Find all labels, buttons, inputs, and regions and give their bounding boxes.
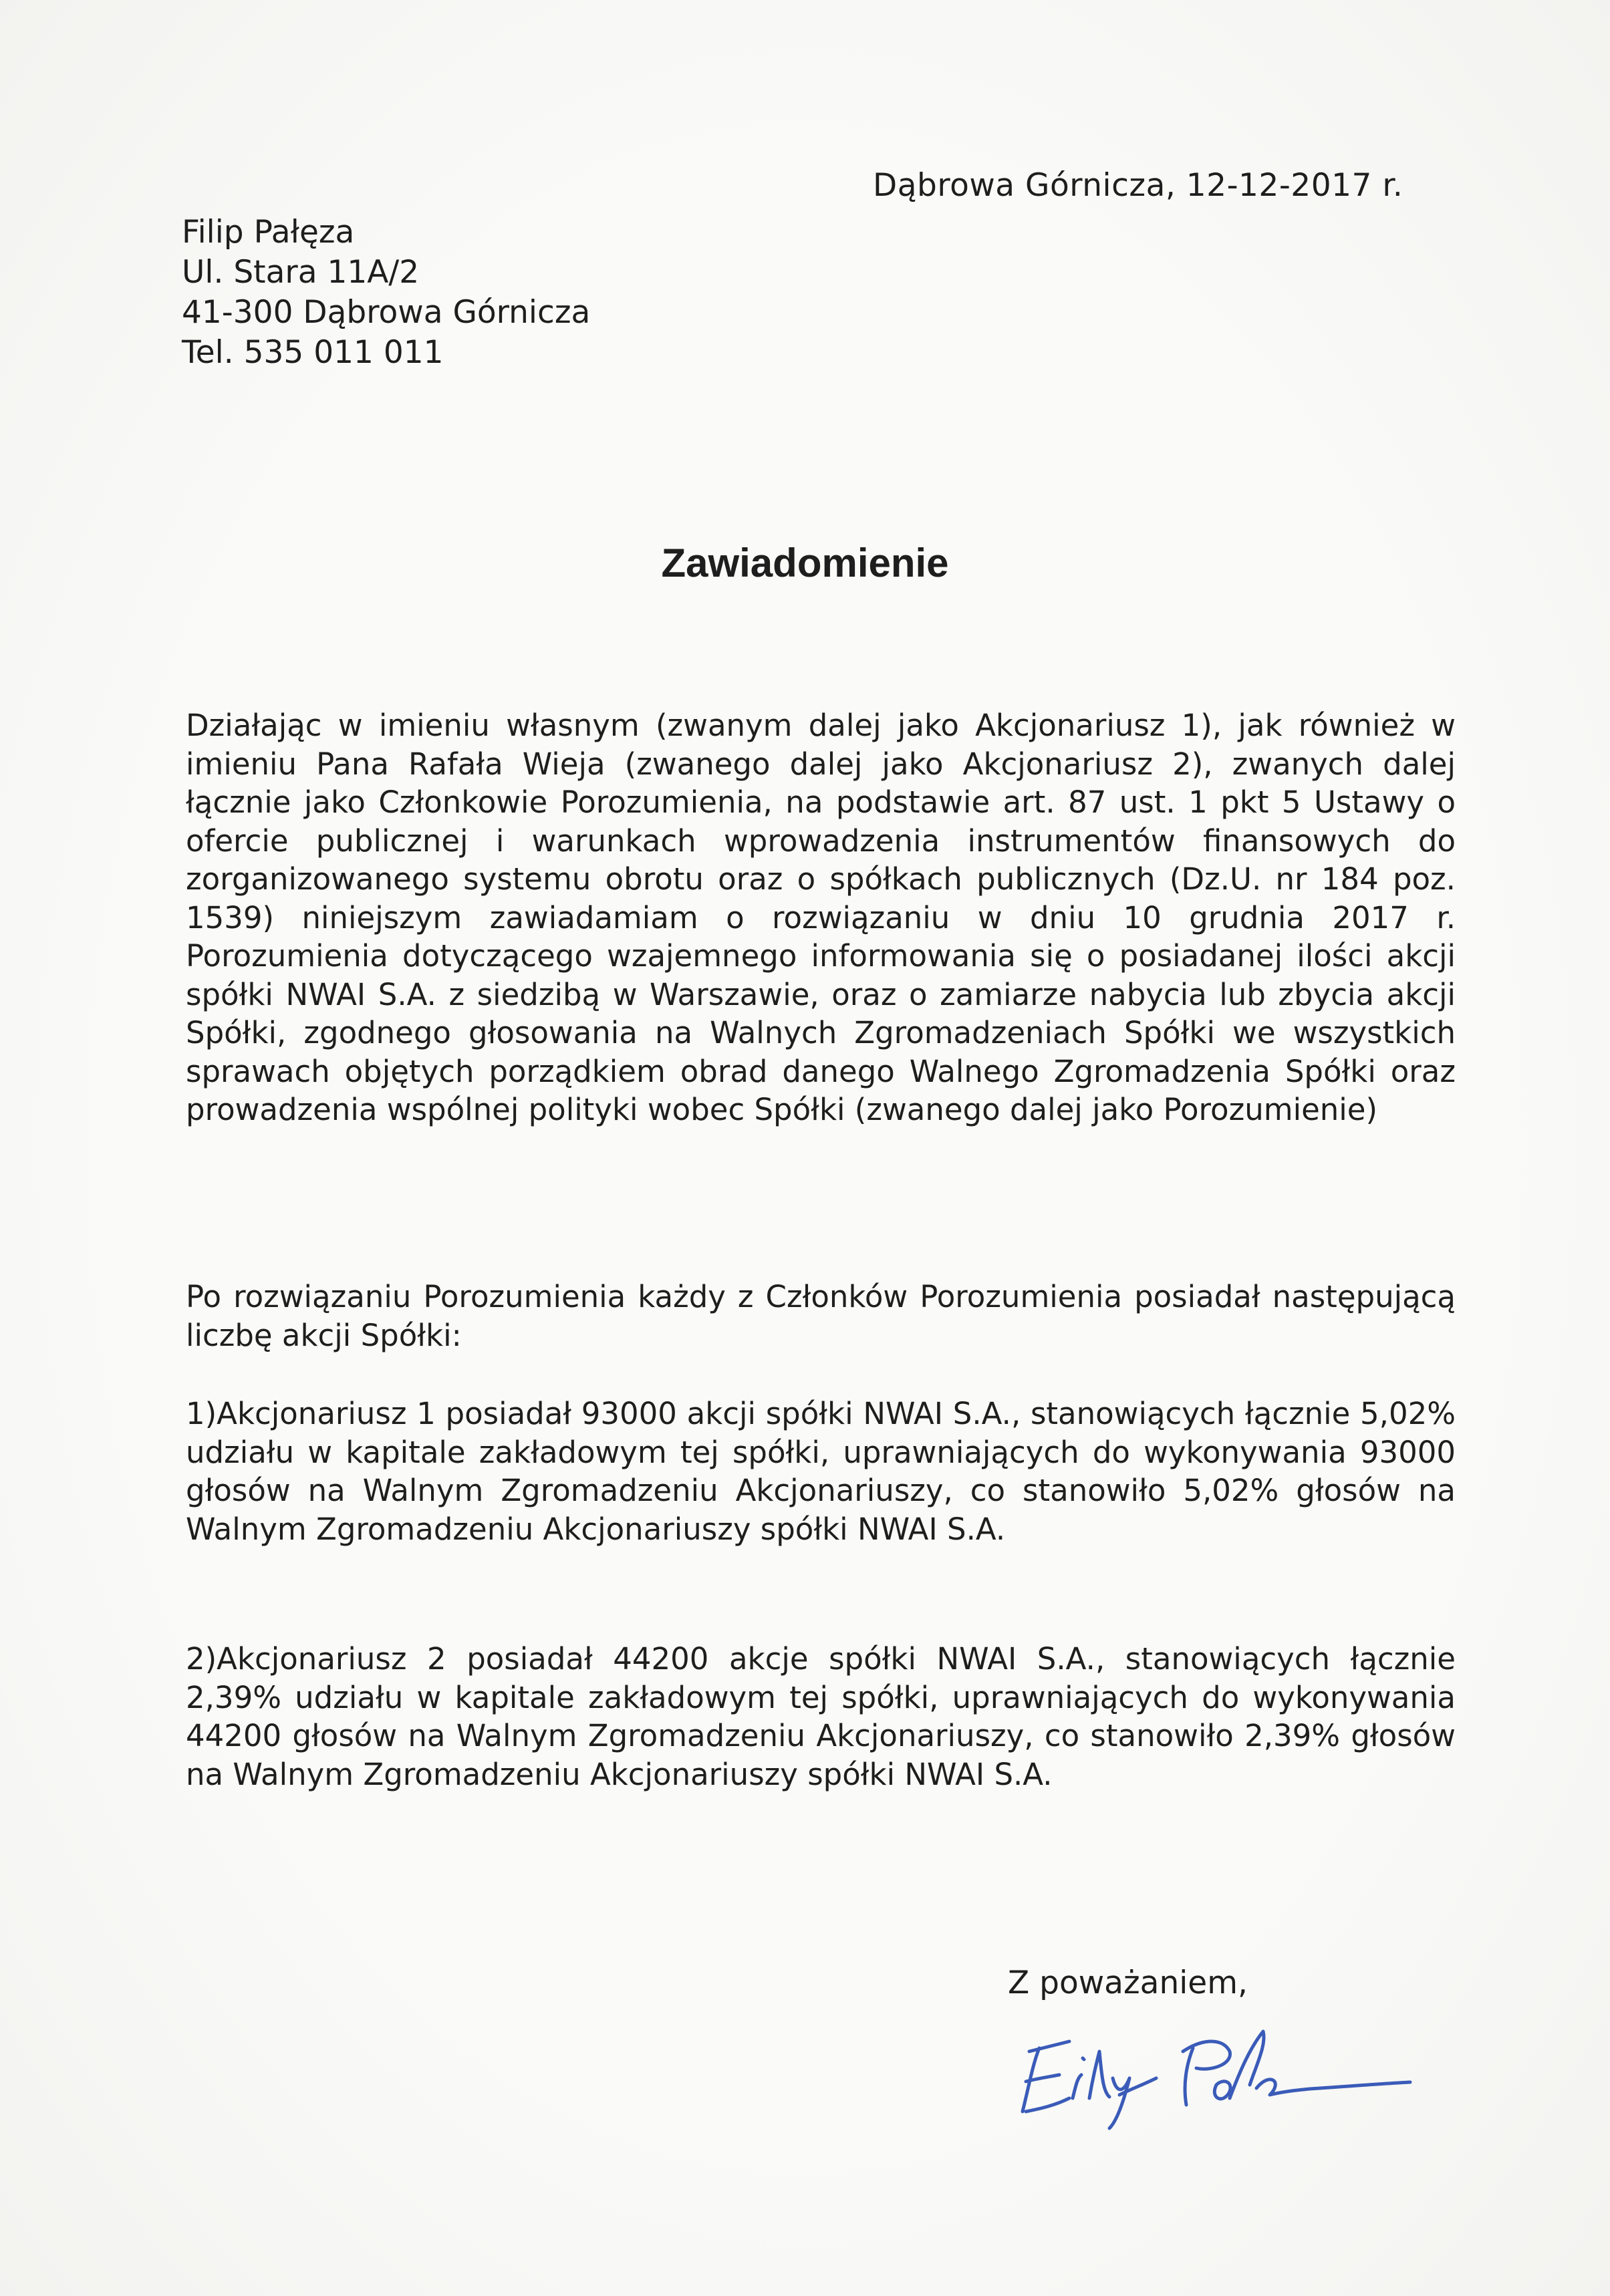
sender-phone: Tel. 535 011 011 bbox=[182, 334, 444, 371]
sender-name: Filip Pałęza bbox=[182, 214, 355, 251]
handwritten-signature bbox=[1002, 2011, 1417, 2138]
sender-street: Ul. Stara 11A/2 bbox=[182, 254, 420, 291]
place-and-date: Dąbrowa Górnicza, 12-12-2017 r. bbox=[873, 167, 1403, 204]
paragraph-text: Działając w imieniu własnym (zwanym dalej jako Akcjonariusz 1), jak również w imieniu Pana Rafała Wieja (zwanego dalej jako Akcjonariusz 2), zwanych dalej łącznie jako Członkowie Porozumienia, na podstawie art. 87 ust. 1 pkt 5 Ustawy o ofercie publicznej i warunkach wprowadzenia instrumentów finansowych do zorganizowanego systemu obrotu oraz o spółkach publicznych (Dz.U. nr 184 poz. 1539) niniejszym zawiadamiam o rozwiązaniu w dniu 10 grudnia 2017 r. Porozumienia dotyczącego wzajemnego informowania się o posiadanej ilości akcji spółki NWAI S.A. z siedzibą w Warszawie, oraz o zamiarze nabycia lub zbycia akcji Spółki, zgodnego głosowania na Walnych Zgromadzeniach Spółki we wszystkich sprawach objętych porządkiem obrad danego Walnego Zgromadzenia Spółki oraz prowadzenia wspólnej polityki wobec Spółki (zwanego dalej jako Porozumienie) bbox=[186, 708, 1456, 1127]
paragraph-text: Po rozwiązaniu Porozumienia każdy z Członków Porozumienia posiadał następującą liczbę akcji Spółki: bbox=[186, 1279, 1456, 1353]
body-paragraph-intro bbox=[186, 706, 1456, 1129]
paragraph-text: 1)Akcjonariusz 1 posiadał 93000 akcji spółki NWAI S.A., stanowiących łącznie 5,02% udziału w kapitale zakładowym tej spółki, uprawniających do wykonywania 93000 głosów na Walnym Zgromadzeniu Akcjonariuszy, co stanowiło 5,02% głosów na Walnym Zgromadzeniu Akcjonariuszy spółki NWAI S.A. bbox=[186, 1396, 1456, 1547]
body-paragraph-shareholder-2 bbox=[186, 1640, 1456, 1793]
signature-icon bbox=[1002, 2011, 1417, 2138]
paragraph-text: 2)Akcjonariusz 2 posiadał 44200 akcje spółki NWAI S.A., stanowiących łącznie 2,39% udziału w kapitale zakładowym tej spółki, uprawniających do wykonywania 44200 głosów na Walnym Zgromadzeniu Akcjonariuszy, co stanowiło 2,39% głosów na Walnym Zgromadzeniu Akcjonariuszy spółki NWAI S.A. bbox=[186, 1641, 1456, 1792]
document-title: Zawiadomienie bbox=[661, 541, 949, 585]
body-paragraph-holdings-intro bbox=[186, 1278, 1456, 1354]
sender-city: 41-300 Dąbrowa Górnicza bbox=[182, 294, 591, 331]
closing-salutation: Z poważaniem, bbox=[1008, 1965, 1248, 2001]
sender-address-block bbox=[182, 212, 590, 373]
body-paragraph-shareholder-1 bbox=[186, 1395, 1456, 1548]
signature-strokes bbox=[1023, 2031, 1410, 2128]
